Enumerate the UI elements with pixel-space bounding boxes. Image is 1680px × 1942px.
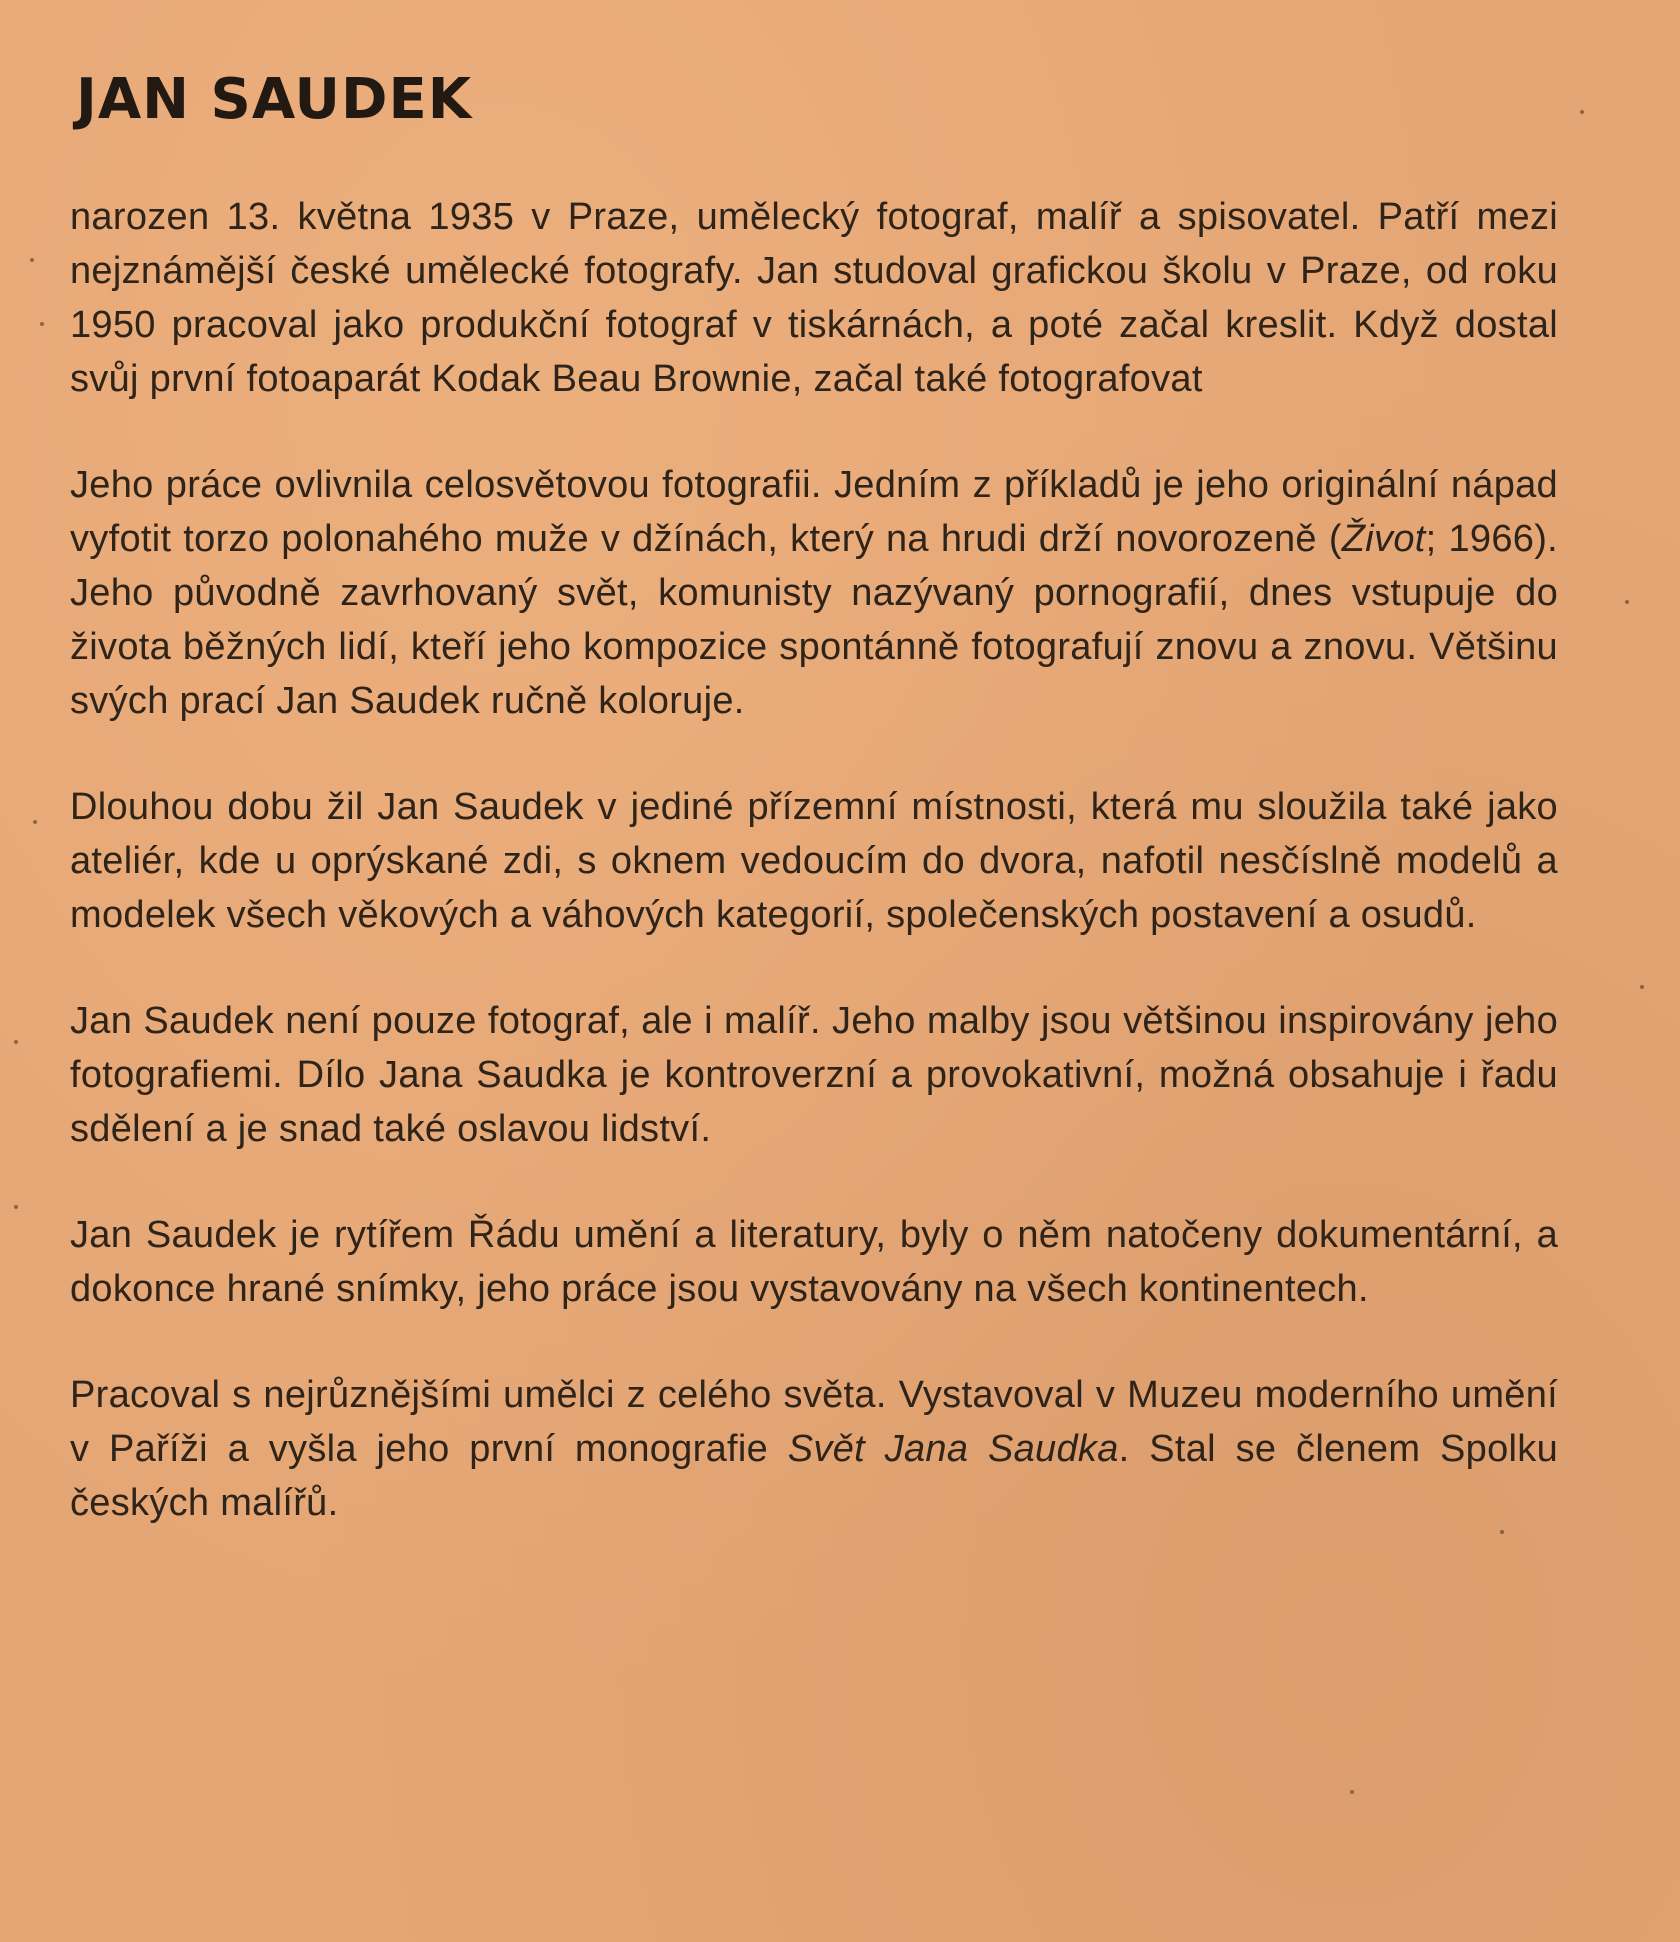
print-speck [1640,985,1644,989]
paragraph-collaborations [70,1368,1558,1530]
paragraph-collaborations-end: . Stal se členem Spolku českých malířů. [70,1428,1559,1524]
paragraph-studio: Dlouhou dobu žil Jan Saudek v jediné přízemní místnosti, která mu sloužila také jako ateliér, kde u oprýskané zdi, s oknem vedoucím do dvora, nafotil nesčíslně modelů a modelek všech věkových a váhových kategorií, společenských postavení a osudů. [70,786,1558,936]
paragraph-influence-start: Jeho práce ovlivnila celosvětovou fotografii. Jedním z příkladů je jeho originální nápad vyfotit torzo polonahého muže v džínách, který na hrudi drží novorozeně ( [70,464,1558,560]
work-title-zivot: Život [1341,518,1426,560]
print-speck [1625,600,1629,604]
paragraph-influence [70,458,1558,728]
print-speck [1350,1790,1354,1794]
print-speck [33,820,37,824]
paragraph-biography: narozen 13. května 1935 v Praze, umělecký fotograf, malíř a spisovatel. Patří mezi nejznámější české umělecké fotografy. Jan studoval grafickou školu v Praze, od roku 1950 pracoval jako produkční fotograf v tiskárnách, a poté začal kreslit. Když dostal svůj první fotoaparát Kodak Beau Brownie, začal také fotografovat [70,196,1558,400]
print-speck [30,258,34,262]
page-title: JAN SAUDEK [76,67,473,132]
print-speck [14,1040,18,1044]
print-speck [1580,110,1584,114]
body-text [70,190,1558,1582]
paragraph-honors: Jan Saudek je rytířem Řádu umění a literatury, byly o něm natočeny dokumentární, a dokonce hrané snímky, jeho práce jsou vystavovány na všech kontinentech. [70,1214,1558,1310]
print-speck [40,322,44,326]
paragraph-collaborations-start: Pracoval s nejrůznějšími umělci z celého světa. Vystavoval v Muzeu moderního umění v Paříži a vyšla jeho první monografie [70,1374,1558,1470]
paragraph-influence-end: ; 1966). Jeho původně zavrhovaný svět, komunisty nazývaný pornografií, dnes vstupuje do života běžných lidí, kteří jeho kompozice spontánně fotografují znovu a znovu. Většinu svých prací Jan Saudek ručně koloruje. [70,518,1559,722]
paragraph-painter: Jan Saudek není pouze fotograf, ale i malíř. Jeho malby jsou většinou inspirovány jeho fotografiemi. Dílo Jana Saudka je kontroverzní a provokativní, možná obsahuje i řadu sdělení a je snad také oslavou lidství. [70,1000,1558,1150]
print-speck [1500,1530,1504,1534]
monograph-title: Svět Jana Saudka [787,1428,1119,1470]
print-speck [14,1205,18,1209]
